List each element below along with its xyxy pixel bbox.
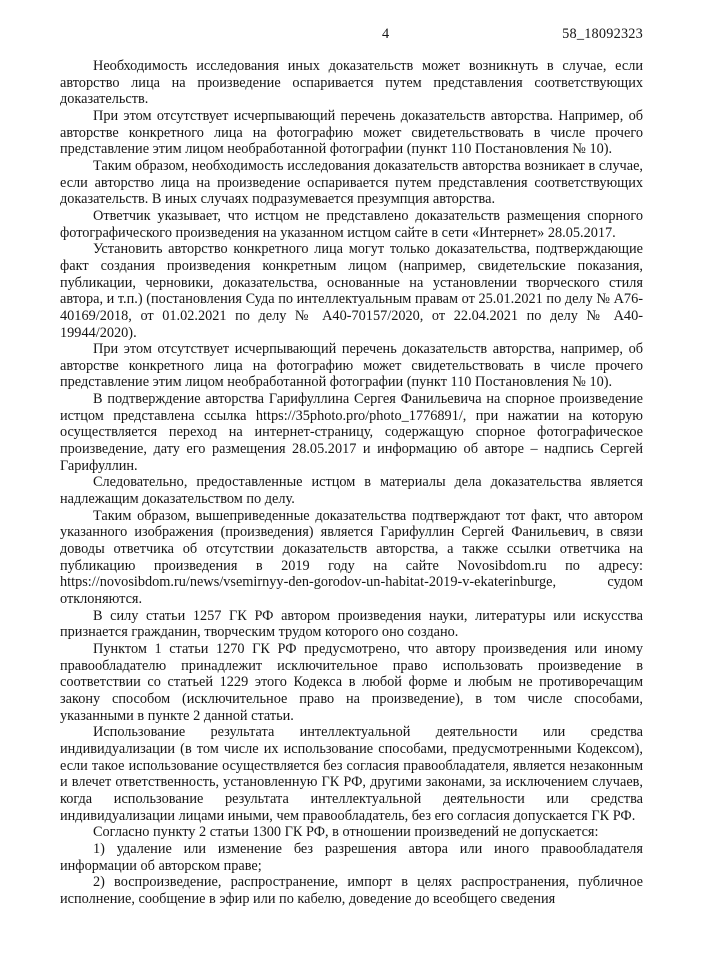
paragraph: В подтверждение авторства Гарифуллина Сергея Фанильевича на спорное произведение истцом представлена ссылка https://35photo.pro/photo_1776891/, при нажатии на которую осуществляется переход на интернет-страницу, содержащую спорное фотографическое произведение, дату его размещения 28.05.2017 и информацию об авторе – надпись Сергей Гарифуллин.	[60, 391, 643, 474]
paragraph: Таким образом, вышеприведенные доказательства подтверждают тот факт, что автором указанного изображения (произведения) является Гарифуллин Сергей Фанильевич, в связи доводы ответчика об отсутствии доказательств авторства, а также ссылки ответчика на публикацию произведения в 2019 году на сайте Novosibdom.ru по адресу: https://novosibdom.ru/news/vsemirnyy-den-gorodov-un-habitat-2019-v-ekaterinburge, судом отклоняются.	[60, 507, 643, 607]
paragraph: Необходимость исследования иных доказательств может возникнуть в случае, если авторство лица на произведение оспаривается путем представления соответствующих доказательств.	[60, 58, 643, 108]
paragraph: В силу статьи 1257 ГК РФ автором произведения науки, литературы или искусства признается гражданин, творческим трудом которого оно создано.	[60, 607, 643, 641]
page-header	[60, 26, 643, 44]
paragraph: 1) удаление или изменение без разрешения автора или иного правообладателя информации об авторском праве;	[60, 840, 643, 874]
paragraph: Использование результата интеллектуальной деятельности или средства индивидуализации (в том числе их использование способами, предусмотренными Кодексом), если такое использование осуществляется без согласия правообладателя, является незаконным и влечет ответственность, установленную ГК РФ, другими законами, за исключением случаев, когда использование результата интеллектуальной деятельности или средства индивидуализации лицами иными, чем правообладатель, без его согласия допускается ГК РФ.	[60, 724, 643, 824]
page-number: 4	[382, 26, 390, 42]
paragraph: Ответчик указывает, что истцом не представлено доказательств размещения спорного фотографического произведения на указанном истцом сайте в сети «Интернет» 28.05.2017.	[60, 207, 643, 241]
paragraph: Следовательно, предоставленные истцом в материалы дела доказательства является надлежащим доказательством по делу.	[60, 474, 643, 508]
paragraph: Установить авторство конкретного лица могут только доказательства, подтверждающие факт создания произведения конкретным лицом (например, свидетельские показания, публикации, черновики, доказательства, основанные на установлении творческого стиля автора, и т.п.) (постановления Суда по интеллектуальным правам от 25.01.2021 по делу № А76-40169/2018, от 01.02.2021 по делу № А40-70157/2020, от 22.04.2021 по делу № А40- 19944/2020).	[60, 241, 643, 341]
paragraph: Таким образом, необходимость исследования доказательств авторства возникает в случае, если авторство лица на произведение оспаривается путем представления соответствующих доказательств. В иных случаях подразумевается презумпция авторства.	[60, 157, 643, 208]
paragraph: Пунктом 1 статьи 1270 ГК РФ предусмотрено, что автору произведения или иному правообладателю принадлежит исключительное право использовать произведение в соответствии со статьей 1229 этого Кодекса в любой форме и любым не противоречащим закону способом (исключительное право на произведение), в том числе способами, указанными в пункте 2 данной статьи.	[60, 640, 643, 724]
paragraph: При этом отсутствует исчерпывающий перечень доказательств авторства, например, об авторстве конкретного лица на фотографию может свидетельствовать в числе прочего представление этим лицом необработанной фотографии (пункт 110 Постановления № 10).	[60, 341, 643, 391]
case-number: 58_18092323	[562, 26, 643, 42]
paragraph: 2) воспроизведение, распространение, импорт в целях распространения, публичное исполнение, сообщение в эфир или по кабелю, доведение до всеобщего сведения	[60, 874, 643, 907]
paragraph: При этом отсутствует исчерпывающий перечень доказательств авторства. Например, об авторстве конкретного лица на фотографию может свидетельствовать в числе прочего представление этим лицом необработанной фотографии (пункт 110 Постановления № 10).	[60, 107, 643, 158]
paragraph: Согласно пункту 2 статьи 1300 ГК РФ, в отношении произведений не допускается:	[93, 824, 599, 841]
document-body	[60, 58, 643, 907]
